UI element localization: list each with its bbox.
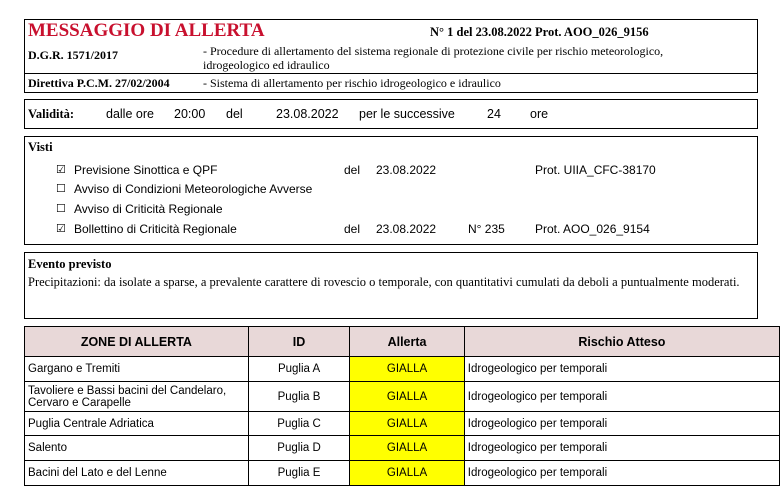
checkbox-checked-icon[interactable]: ☑	[56, 223, 66, 235]
visti-label: Bollettino di Criticità Regionale	[74, 222, 237, 236]
validity-hours: 24	[487, 107, 501, 121]
column-header-zone: ZONE DI ALLERTA	[25, 327, 249, 357]
alert-level: GIALLA	[350, 436, 464, 461]
alert-zones-table	[24, 326, 780, 486]
expected-risk: Idrogeologico per temporali	[464, 436, 779, 461]
table-header-row	[25, 327, 780, 357]
checkbox-checked-icon[interactable]: ☑	[56, 164, 66, 176]
expected-risk: Idrogeologico per temporali	[464, 412, 779, 436]
visti-box	[24, 136, 758, 245]
visti-protocol: Prot. AOO_026_9154	[535, 222, 650, 236]
event-box	[24, 252, 758, 319]
visti-del: del	[344, 222, 361, 236]
dgr-description: - Procedure di allertamento del sistema regionale di protezione civile per rischio meteorologico,	[203, 44, 664, 58]
column-header-alert: Allerta	[350, 327, 464, 357]
zone-id: Puglia E	[248, 461, 350, 486]
visti-protocol: Prot. UIIA_CFC-38170	[535, 163, 656, 177]
zone-id: Puglia C	[248, 412, 350, 436]
checkbox-unchecked-icon[interactable]: ☐	[56, 183, 66, 195]
visti-label: Previsione Sinottica e QPF	[74, 163, 218, 177]
table-row	[25, 436, 780, 461]
validity-label: Validità:	[28, 107, 75, 121]
zone-id: Puglia B	[248, 382, 350, 412]
alert-level: GIALLA	[350, 357, 464, 382]
visti-row	[25, 161, 757, 180]
visti-date: 23.08.2022	[376, 163, 437, 177]
directive-description: - Sistema di allertamento per rischio idrogeologico e idraulico	[203, 76, 501, 90]
expected-risk: Idrogeologico per temporali	[464, 357, 779, 382]
dgr-label: D.G.R. 1571/2017	[28, 48, 118, 62]
validity-time: 20:00	[174, 107, 206, 121]
visti-row	[25, 180, 757, 199]
header-box	[24, 19, 758, 93]
validity-from-label: dalle ore	[106, 107, 154, 121]
validity-unit: ore	[530, 107, 549, 121]
protocol-number: N° 1 del 23.08.2022 Prot. AOO_026_9156	[430, 25, 649, 39]
event-title: Evento previsto	[28, 257, 112, 271]
table-row	[25, 357, 780, 382]
zone-name: Salento	[25, 436, 249, 461]
validity-box	[24, 99, 758, 129]
visti-label: Avviso di Criticità Regionale	[74, 202, 223, 216]
zone-id: Puglia A	[248, 357, 350, 382]
alert-level: GIALLA	[350, 461, 464, 486]
alert-level: GIALLA	[350, 382, 464, 412]
validity-next-label: per le successive	[359, 107, 455, 121]
validity-of-label: del	[226, 107, 243, 121]
table-row	[25, 382, 780, 412]
zone-name: Gargano e Tremiti	[25, 357, 249, 382]
visti-label: Avviso di Condizioni Meteorologiche Avverse	[74, 182, 313, 196]
visti-row	[25, 220, 757, 239]
column-header-risk: Rischio Atteso	[464, 327, 779, 357]
validity-date: 23.08.2022	[276, 107, 339, 121]
document-title: MESSAGGIO DI ALLERTA	[28, 20, 265, 41]
zone-name: Puglia Centrale Adriatica	[25, 412, 249, 436]
visti-number: N° 235	[468, 222, 505, 236]
table-row	[25, 412, 780, 436]
zone-name: Bacini del Lato e del Lenne	[25, 461, 249, 486]
table-row	[25, 461, 780, 486]
zone-id: Puglia D	[248, 436, 350, 461]
checkbox-unchecked-icon[interactable]: ☐	[56, 203, 66, 215]
visti-date: 23.08.2022	[376, 222, 437, 236]
expected-risk: Idrogeologico per temporali	[464, 382, 779, 412]
visti-row	[25, 200, 757, 219]
column-header-id: ID	[248, 327, 350, 357]
directive-label: Direttiva P.C.M. 27/02/2004	[28, 76, 170, 90]
expected-risk: Idrogeologico per temporali	[464, 461, 779, 486]
visti-title: Visti	[28, 140, 53, 154]
header-divider	[25, 73, 757, 74]
alert-level: GIALLA	[350, 412, 464, 436]
visti-del: del	[344, 163, 361, 177]
zone-name: Tavoliere e Bassi bacini del Candelaro, Cervaro e Carapelle	[25, 382, 249, 412]
event-text: Precipitazioni: da isolate a sparse, a prevalente carattere di rovescio o temporale, con quantitativi cumulati da deboli a puntualmente moderati.	[28, 275, 740, 289]
dgr-description-cont: idrogeologico ed idraulico	[203, 58, 330, 72]
